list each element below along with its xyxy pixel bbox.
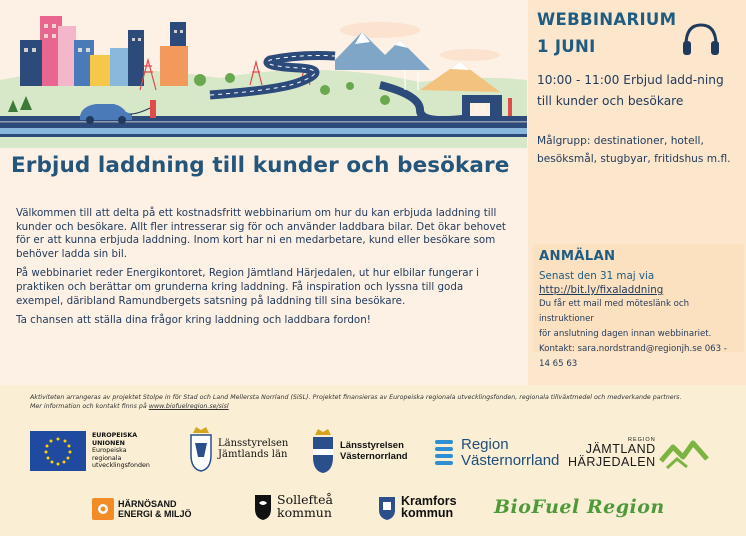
lansstyrelsen-vasternorrland-logo: Länsstyrelsen Västernorrland — [310, 427, 408, 475]
region-vasternorrland-icon — [433, 438, 455, 468]
registration-info-2: för anslutning dagen innan webbinariet. — [539, 329, 712, 339]
page-title: Erbjud laddning till kunder och besökare — [11, 153, 510, 178]
headphones-icon — [680, 21, 722, 57]
coat-of-arms-icon — [310, 427, 336, 475]
harnosand-energi-logo: HÄRNÖSAND ENERGI & MILJÖ — [92, 498, 192, 520]
footer — [0, 385, 746, 536]
footer-link[interactable]: www.biofuelregion.se/sisl — [148, 403, 229, 410]
footer-note: Aktiviteten arrangeras av projektet Stolpe in för Stad och Land Mellersta Norrland (SiSL). Projektet finansieras av Europeiska regionala utvecklingsfonden, regionala tillväxtmedel och medverkande partners. Mer information och kontakt finns på www.biofuelregion.se/sisl — [30, 394, 682, 410]
registration-title: ANMÄLAN — [539, 249, 616, 264]
body-paragraph-3: Ta chansen att ställa dina frågor kring laddning och laddbara fordon! — [16, 314, 371, 327]
mountain-logo-icon — [659, 435, 709, 471]
registration-contact: Kontakt: sara.nordstrand@regionjh.se 063 - 14 65 63 — [539, 344, 727, 369]
webinar-time: 10:00 - 11:00 Erbjud ladd-ning till kunder och besökare — [537, 73, 724, 108]
registration-info-1: Du får ett mail med möteslänk och instruktioner — [539, 299, 690, 324]
target-audience: Målgrupp: destinationer, hotell, besöksmål, stugbyar, fritidshus m.fl. — [537, 135, 731, 165]
coat-of-arms-icon — [377, 493, 397, 521]
biofuel-region-logo: BioFuel Region — [494, 496, 665, 518]
coat-of-arms-icon — [188, 425, 214, 473]
region-jamtland-harjedalen-logo: REGION JÄMTLAND HÄRJEDALEN — [568, 435, 709, 471]
registration-box — [533, 244, 744, 369]
registration-deadline: Senast den 31 maj via — [539, 270, 655, 282]
harnosand-energi-icon — [92, 498, 114, 520]
registration-link[interactable]: http://bit.ly/fixaladdning — [539, 284, 664, 296]
city-landscape-illustration — [0, 0, 527, 148]
eu-logo: EUROPEISKA UNIONEN Europeiska regionala utvecklingsfonden — [30, 431, 150, 471]
kramfors-kommun-logo: Kramfors kommun — [377, 493, 457, 521]
webinar-title: WEBBINARIUM 1 JUNI — [537, 10, 677, 56]
hero-illustration — [0, 0, 527, 148]
body-text — [16, 207, 513, 334]
region-vasternorrland-logo: Region Västernorrland — [433, 437, 559, 469]
eu-flag-icon — [30, 431, 86, 471]
body-paragraph-1: Välkommen till att delta på ett kostnadsfritt webbinarium om hur du kan erbjuda laddning till kunder och besökare. Allt fler intresserar sig för och använder laddbara bilar. Det ökar behovet för er att kunna erbjuda laddning. Inom kort har ni en medarbetare, kund eller besökare som behöver ladda sin bil. — [16, 207, 506, 260]
lansstyrelsen-jamtland-logo: Länsstyrelsen Jämtlands län — [188, 425, 288, 473]
solleftea-kommun-logo: Sollefteå kommun — [253, 491, 333, 521]
body-paragraph-2: På webbinariet reder Energikontoret, Region Jämtland Härjedalen, ut hur elbilar fungerar i praktiken och berättar om grunderna kring laddning. Få inspiration och lyssna till goda exempel, däribland Ramundbergets satsning på laddning till sina besökare. — [16, 267, 479, 307]
coat-of-arms-icon — [253, 491, 273, 521]
